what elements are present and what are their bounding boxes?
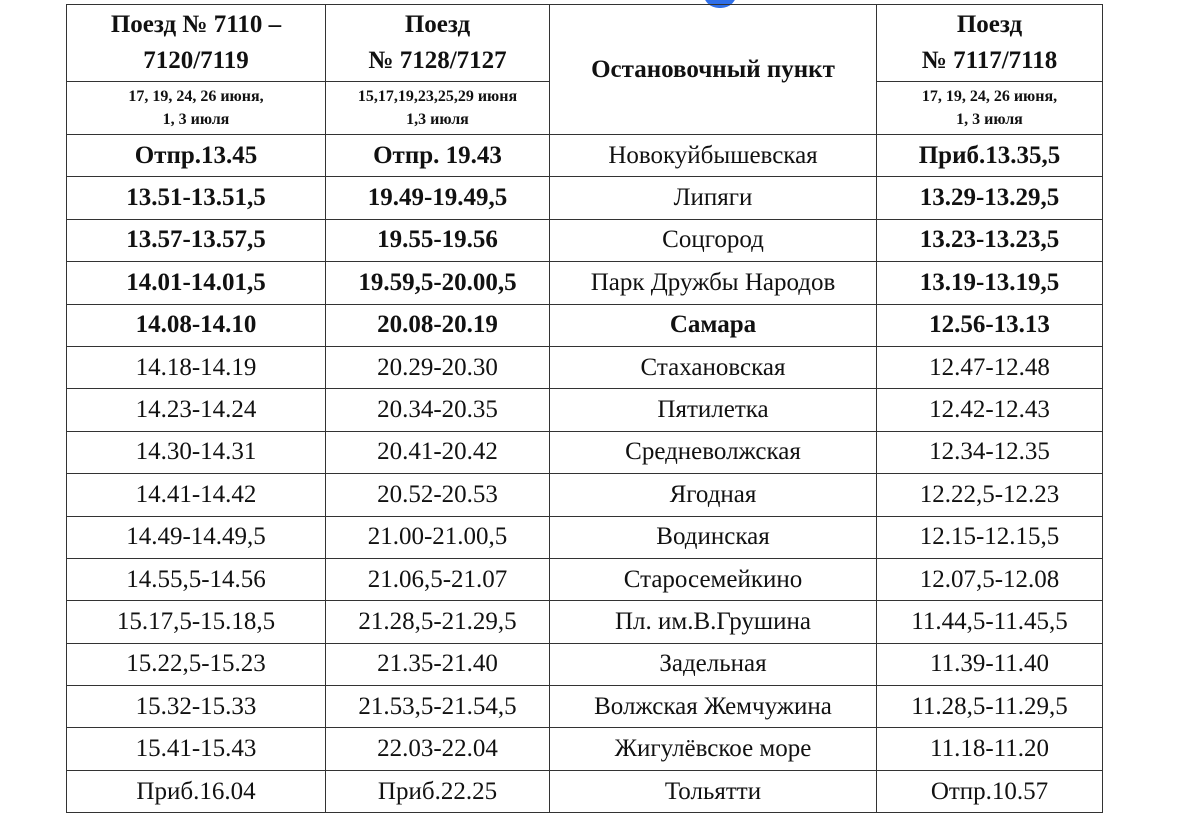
time-cell-train-7128: 21.28,5-21.29,5 bbox=[326, 601, 550, 643]
time-cell-train-7128: 22.03-22.04 bbox=[326, 728, 550, 770]
dates-line: 1,3 июля bbox=[406, 111, 469, 128]
time-cell-train-7117: Отпр.10.57 bbox=[877, 770, 1103, 812]
time-cell-train-7128: Приб.22.25 bbox=[326, 770, 550, 812]
table-row bbox=[67, 728, 1103, 770]
time-cell-train-7128: 21.53,5-21.54,5 bbox=[326, 686, 550, 728]
table-row bbox=[67, 431, 1103, 473]
stop-name-cell: Волжская Жемчужина bbox=[550, 686, 877, 728]
time-cell-train-7117: 12.15-12.15,5 bbox=[877, 516, 1103, 558]
time-cell-train-7117: Приб.13.35,5 bbox=[877, 135, 1103, 177]
dates-train-7110 bbox=[67, 82, 326, 135]
time-cell-train-7110: Отпр.13.45 bbox=[67, 135, 326, 177]
time-cell-train-7128: Отпр. 19.43 bbox=[326, 135, 550, 177]
time-cell-train-7117: 11.44,5-11.45,5 bbox=[877, 601, 1103, 643]
header-row-trains bbox=[67, 5, 1103, 82]
time-cell-train-7117: 12.22,5-12.23 bbox=[877, 474, 1103, 516]
time-cell-train-7128: 20.34-20.35 bbox=[326, 389, 550, 431]
stop-name-cell: Ягодная bbox=[550, 474, 877, 516]
time-cell-train-7117: 11.39-11.40 bbox=[877, 643, 1103, 685]
stop-name-cell: Задельная bbox=[550, 643, 877, 685]
time-cell-train-7128: 19.59,5-20.00,5 bbox=[326, 262, 550, 304]
table-row bbox=[67, 219, 1103, 261]
dates-line: 1, 3 июля bbox=[162, 111, 230, 128]
stop-name-cell: Самара bbox=[550, 304, 877, 346]
train-header-7110 bbox=[67, 5, 326, 82]
stop-name-cell: Пятилетка bbox=[550, 389, 877, 431]
time-cell-train-7128: 19.55-19.56 bbox=[326, 219, 550, 261]
time-cell-train-7110: 15.41-15.43 bbox=[67, 728, 326, 770]
stop-name-cell: Липяги bbox=[550, 177, 877, 219]
dates-line: 17, 19, 24, 26 июня, bbox=[921, 88, 1058, 105]
time-cell-train-7110: 13.57-13.57,5 bbox=[67, 219, 326, 261]
train-header-line: Поезд bbox=[956, 11, 1023, 38]
dates-line: 1, 3 июля bbox=[956, 111, 1023, 128]
time-cell-train-7128: 21.35-21.40 bbox=[326, 643, 550, 685]
train-header-line: № 7128/7127 bbox=[368, 47, 507, 74]
time-cell-train-7117: 12.47-12.48 bbox=[877, 346, 1103, 388]
time-cell-train-7110: 14.49-14.49,5 bbox=[67, 516, 326, 558]
time-cell-train-7128: 19.49-19.49,5 bbox=[326, 177, 550, 219]
stop-name-cell: Новокуйбышевская bbox=[550, 135, 877, 177]
time-cell-train-7128: 20.29-20.30 bbox=[326, 346, 550, 388]
stop-column-header: Остановочный пункт bbox=[550, 5, 877, 135]
time-cell-train-7128: 20.41-20.42 bbox=[326, 431, 550, 473]
train-header-line: 7120/7119 bbox=[143, 47, 249, 74]
table-row bbox=[67, 135, 1103, 177]
table-row bbox=[67, 516, 1103, 558]
table-row bbox=[67, 686, 1103, 728]
table-row bbox=[67, 177, 1103, 219]
table-row bbox=[67, 389, 1103, 431]
train-header-line: Поезд № 7110 – bbox=[110, 11, 282, 38]
time-cell-train-7128: 20.08-20.19 bbox=[326, 304, 550, 346]
train-schedule-table bbox=[66, 4, 1103, 813]
time-cell-train-7110: 14.01-14.01,5 bbox=[67, 262, 326, 304]
time-cell-train-7117: 12.42-12.43 bbox=[877, 389, 1103, 431]
time-cell-train-7110: 14.08-14.10 bbox=[67, 304, 326, 346]
stop-name-cell: Соцгород bbox=[550, 219, 877, 261]
time-cell-train-7117: 13.19-13.19,5 bbox=[877, 262, 1103, 304]
time-cell-train-7117: 11.28,5-11.29,5 bbox=[877, 686, 1103, 728]
time-cell-train-7110: 15.17,5-15.18,5 bbox=[67, 601, 326, 643]
train-header-7117 bbox=[877, 5, 1103, 82]
stop-name-cell: Стахановская bbox=[550, 346, 877, 388]
table-row bbox=[67, 304, 1103, 346]
time-cell-train-7110: 15.32-15.33 bbox=[67, 686, 326, 728]
table-row bbox=[67, 770, 1103, 812]
time-cell-train-7110: Приб.16.04 bbox=[67, 770, 326, 812]
time-cell-train-7110: 14.30-14.31 bbox=[67, 431, 326, 473]
train-header-line: Поезд bbox=[404, 11, 471, 38]
dates-line: 15,17,19,23,25,29 июня bbox=[357, 88, 518, 105]
dates-train-7117 bbox=[877, 82, 1103, 135]
time-cell-train-7117: 13.29-13.29,5 bbox=[877, 177, 1103, 219]
time-cell-train-7117: 12.07,5-12.08 bbox=[877, 558, 1103, 600]
table-row bbox=[67, 346, 1103, 388]
train-header-7128 bbox=[326, 5, 550, 82]
dates-line: 17, 19, 24, 26 июня, bbox=[128, 88, 264, 105]
time-cell-train-7110: 14.18-14.19 bbox=[67, 346, 326, 388]
time-cell-train-7110: 13.51-13.51,5 bbox=[67, 177, 326, 219]
stop-name-cell: Жигулёвское море bbox=[550, 728, 877, 770]
table-row bbox=[67, 643, 1103, 685]
dates-train-7128 bbox=[326, 82, 550, 135]
table-row bbox=[67, 601, 1103, 643]
table-row bbox=[67, 474, 1103, 516]
table-row bbox=[67, 262, 1103, 304]
stop-name-cell: Водинская bbox=[550, 516, 877, 558]
time-cell-train-7117: 12.34-12.35 bbox=[877, 431, 1103, 473]
time-cell-train-7128: 21.06,5-21.07 bbox=[326, 558, 550, 600]
stop-name-cell: Парк Дружбы Народов bbox=[550, 262, 877, 304]
stop-name-cell: Пл. им.В.Грушина bbox=[550, 601, 877, 643]
time-cell-train-7110: 14.23-14.24 bbox=[67, 389, 326, 431]
time-cell-train-7110: 14.41-14.42 bbox=[67, 474, 326, 516]
train-header-line: № 7117/7118 bbox=[921, 47, 1058, 74]
time-cell-train-7128: 21.00-21.00,5 bbox=[326, 516, 550, 558]
time-cell-train-7110: 14.55,5-14.56 bbox=[67, 558, 326, 600]
time-cell-train-7128: 20.52-20.53 bbox=[326, 474, 550, 516]
time-cell-train-7110: 15.22,5-15.23 bbox=[67, 643, 326, 685]
time-cell-train-7117: 13.23-13.23,5 bbox=[877, 219, 1103, 261]
time-cell-train-7117: 12.56-13.13 bbox=[877, 304, 1103, 346]
stop-name-cell: Тольятти bbox=[550, 770, 877, 812]
table-row bbox=[67, 558, 1103, 600]
time-cell-train-7117: 11.18-11.20 bbox=[877, 728, 1103, 770]
stop-name-cell: Старосемейкино bbox=[550, 558, 877, 600]
stop-name-cell: Средневолжская bbox=[550, 431, 877, 473]
